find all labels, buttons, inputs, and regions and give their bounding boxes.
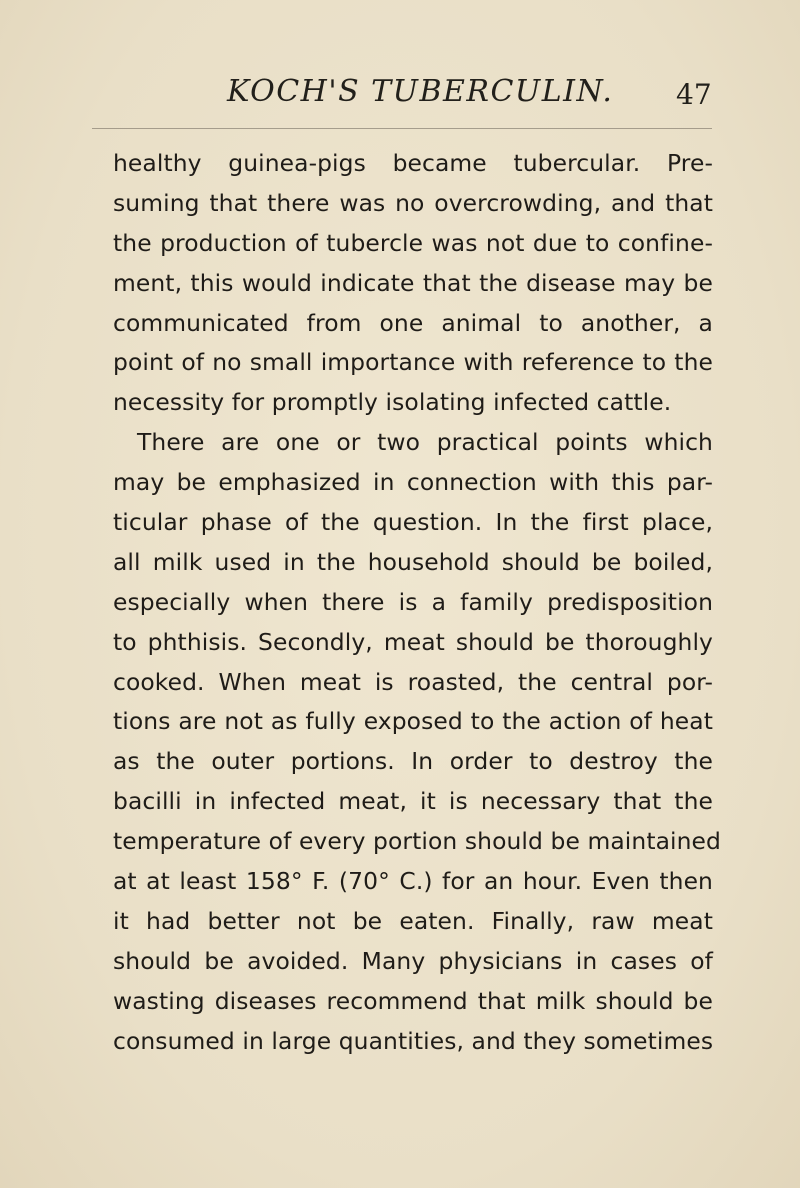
text-line: to phthisis. Secondly, meat should be thoroughly: [113, 627, 713, 656]
text-line: as the outer portions. In order to destroy the: [113, 747, 713, 776]
header-rule: [92, 128, 712, 129]
text-line: cooked. When meat is roasted, the central por-: [113, 667, 713, 696]
text-line: ment, this would indicate that the disease may be: [113, 268, 713, 297]
text-line: suming that there was no overcrowding, and that: [113, 188, 713, 217]
text-line: should be avoided. Many physicians in cases of: [113, 946, 713, 975]
text-line: the production of tubercle was not due to confine-: [113, 228, 713, 257]
running-title: KOCH'S TUBERCULIN.: [227, 74, 614, 109]
text-line: tions are not as fully exposed to the action of heat: [113, 707, 713, 736]
text-line: There are one or two practical points which: [137, 428, 713, 457]
text-line: consumed in large quantities, and they sometimes: [113, 1026, 714, 1055]
text-line: bacilli in infected meat, it is necessary that the: [113, 787, 713, 816]
text-line: especially when there is a family predisposition: [113, 587, 713, 616]
text-line: at at least 158° F. (70° C.) for an hour. Even then: [113, 867, 713, 896]
text-line: it had better not be eaten. Finally, raw meat: [113, 906, 713, 935]
page-header: [0, 74, 800, 114]
text-line: point of no small importance with reference to the: [113, 348, 713, 377]
text-line: ticular phase of the question. In the first place,: [113, 508, 713, 537]
body-text: [113, 144, 721, 1061]
text-line: communicated from one animal to another, a: [113, 308, 713, 337]
text-line: wasting diseases recommend that milk should be: [113, 986, 713, 1015]
text-line: necessity for promptly isolating infected cattle.: [113, 388, 672, 417]
text-line: may be emphasized in connection with this par-: [113, 468, 713, 497]
text-line: all milk used in the household should be boiled,: [113, 547, 713, 576]
text-line: temperature of every portion should be maintained: [113, 827, 721, 856]
text-line: healthy guinea-pigs became tubercular. Pre-: [113, 149, 713, 177]
page-number: 47: [676, 78, 712, 111]
